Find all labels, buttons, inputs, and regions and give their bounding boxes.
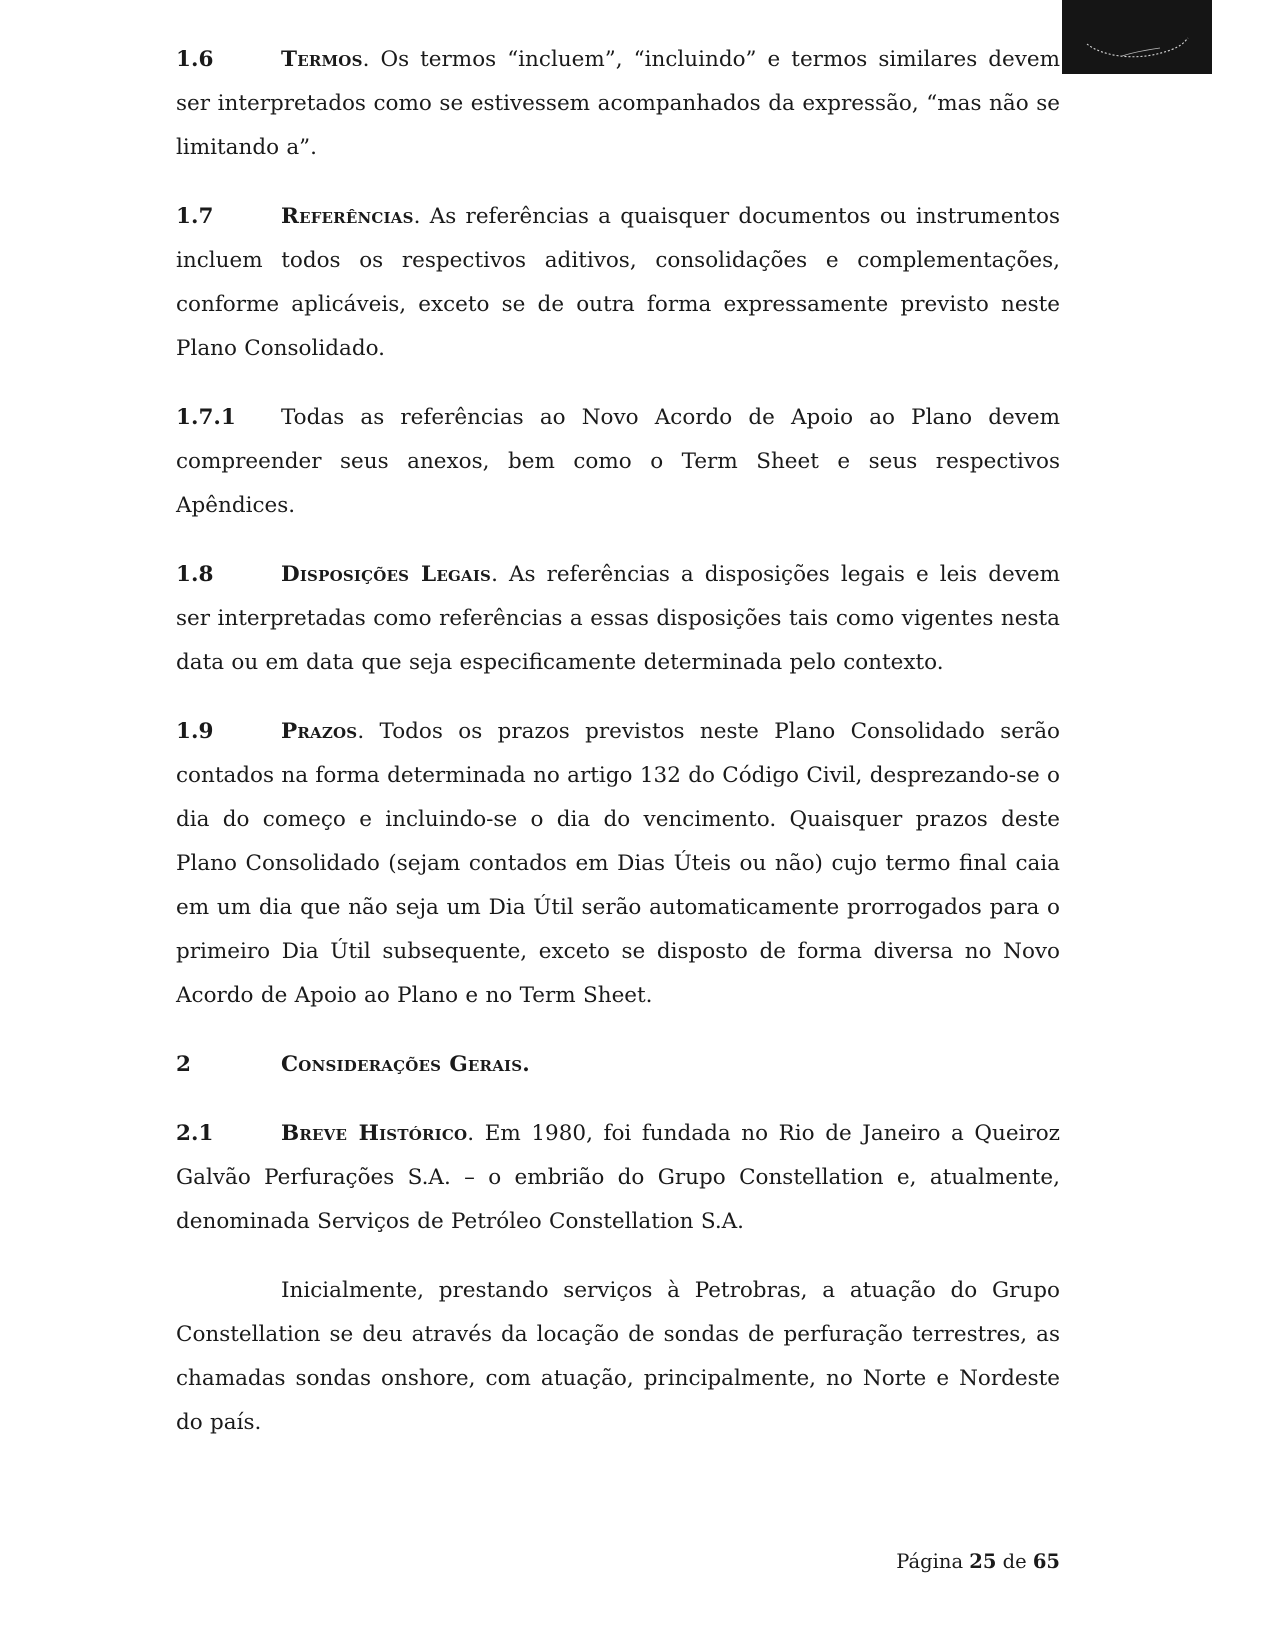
- section-text: Todas as referências ao Novo Acordo de Apoio ao Plano devem compreender seus anexos, bem como o Term Sheet e seus respectivos Apêndices.: [176, 405, 1060, 518]
- page-word: Página: [896, 1550, 964, 1573]
- title-period: .: [522, 1052, 530, 1077]
- section-1-8: [176, 553, 1060, 685]
- body-paragraph: Inicialmente, prestando serviços à Petrobras, a atuação do Grupo Constellation se deu através da locação de sondas de perfuração terrestres, as chamadas sondas onshore, com atuação, principalmente, no Norte e Nordeste do país.: [176, 1278, 1060, 1435]
- section-1-7: [176, 195, 1060, 371]
- total-pages-number: 65: [1032, 1550, 1060, 1573]
- section-1-7-1: [176, 396, 1060, 528]
- section-text: Os termos “incluem”, “incluindo” e termos similares devem ser interpretados como se estivessem acompanhados da expressão, “mas não se limitando a”.: [176, 47, 1060, 160]
- section-number: 1.8: [176, 562, 214, 587]
- current-page-number: 25: [969, 1550, 997, 1573]
- section-title: Referências: [281, 204, 414, 229]
- section-number: 1.6: [176, 47, 214, 72]
- section-number: 2: [176, 1052, 191, 1077]
- title-period: .: [491, 562, 498, 587]
- page-footer: [896, 1548, 1060, 1576]
- section-number: 1.7.1: [176, 405, 236, 430]
- section-text: Todos os prazos previstos neste Plano Consolidado serão contados na forma determinada no artigo 132 do Código Civil, desprezando-se o dia do começo e incluindo-se o dia do vencimento. Quaisquer prazos deste Plano Consolidado (sejam contados em Dias Úteis ou não) cujo termo final caia em um dia que não seja um Dia Útil serão automaticamente prorrogados para o primeiro Dia Útil subsequente, exceto se disposto de forma diversa no Novo Acordo de Apoio ao Plano e no Term Sheet.: [176, 719, 1060, 1008]
- signature-scribble: [1062, 0, 1212, 74]
- section-number: 1.7: [176, 204, 214, 229]
- section-1-6: [176, 38, 1060, 170]
- of-word: de: [1002, 1550, 1027, 1573]
- section-title: Considerações Gerais: [281, 1052, 523, 1077]
- section-2-heading: [176, 1043, 1060, 1087]
- section-title: Disposições Legais: [281, 562, 492, 587]
- title-period: .: [467, 1121, 475, 1146]
- title-period: .: [413, 204, 421, 229]
- section-title: Termos: [281, 47, 363, 72]
- section-number: 2.1: [176, 1121, 214, 1146]
- corner-logo-mark: [1062, 0, 1212, 74]
- title-period: .: [357, 719, 365, 744]
- document-body: [176, 38, 1060, 1470]
- section-title: Breve Histórico: [281, 1121, 468, 1146]
- section-text: As referências a quaisquer documentos ou instrumentos incluem todos os respectivos aditivos, consolidações e complementações, conforme aplicáveis, exceto se de outra forma expressamente previsto neste Plano Consolidado.: [176, 204, 1060, 361]
- section-title: Prazos: [281, 719, 358, 744]
- section-number: 1.9: [176, 719, 214, 744]
- title-period: .: [362, 47, 370, 72]
- section-2-1: [176, 1112, 1060, 1244]
- section-text: Em 1980, foi fundada no Rio de Janeiro a Queiroz Galvão Perfurações S.A. – o embrião do Grupo Constellation e, atualmente, denominada Serviços de Petróleo Constellation S.A.: [176, 1121, 1060, 1234]
- section-1-9: [176, 710, 1060, 1018]
- section-text: As referências a disposições legais e leis devem ser interpretadas como referências a essas disposições tais como vigentes nesta data ou em data que seja especificamente determinada pelo contexto.: [176, 562, 1060, 675]
